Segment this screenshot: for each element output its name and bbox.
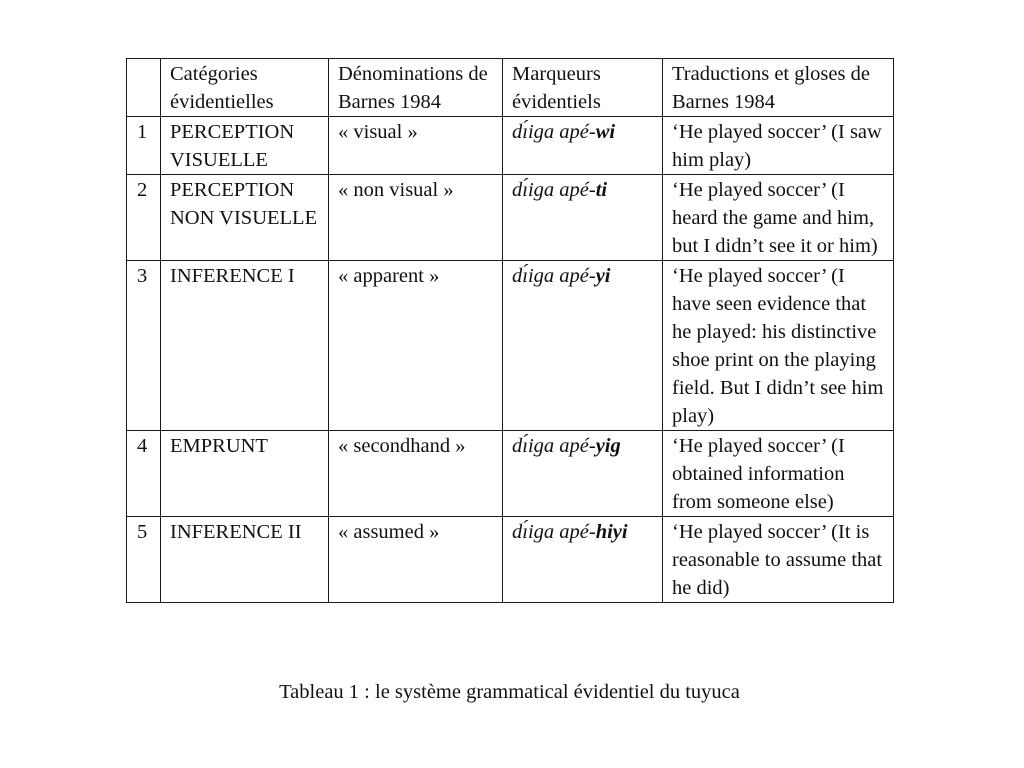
row-number: 4: [127, 431, 161, 517]
row-gloss: ‘He played soccer’ (I saw him play): [663, 117, 894, 175]
marker-stem: dı́iga apé-: [512, 121, 596, 143]
marker-suffix: wi: [595, 121, 616, 143]
table-header-row: [127, 59, 894, 117]
row-marker: [503, 261, 663, 431]
row-gloss: ‘He played soccer’ (I have seen evidence that he played: his distinctive shoe print on the playing field. But I didn’t see him play): [663, 261, 894, 431]
evidential-table: [126, 58, 894, 603]
row-category: INFERENCE II: [161, 517, 329, 603]
row-category: PERCEPTION NON VISUELLE: [161, 175, 329, 261]
row-number: 1: [127, 117, 161, 175]
table-row: [127, 117, 894, 175]
row-denomination: « non visual »: [329, 175, 503, 261]
table-row: [127, 175, 894, 261]
row-marker: [503, 117, 663, 175]
marker-suffix: hiyi: [595, 521, 628, 543]
row-marker: [503, 517, 663, 603]
marker-suffix: yi: [595, 265, 611, 287]
table-row: [127, 261, 894, 431]
header-number-cell: [127, 59, 161, 117]
row-number: 5: [127, 517, 161, 603]
table-row: [127, 431, 894, 517]
marker-stem: dı́iga apé-: [512, 265, 596, 287]
row-marker: [503, 175, 663, 261]
marker-stem: dı́iga apé-: [512, 521, 596, 543]
table-row: [127, 517, 894, 603]
header-categories: Catégories évidentielles: [161, 59, 329, 117]
header-translations: Traductions et gloses de Barnes 1984: [663, 59, 894, 117]
header-markers: Marqueurs évidentiels: [503, 59, 663, 117]
row-denomination: « secondhand »: [329, 431, 503, 517]
row-denomination: « visual »: [329, 117, 503, 175]
marker-suffix: ti: [595, 179, 608, 201]
evidential-table-container: [126, 58, 893, 603]
marker-stem: dı́iga apé-: [512, 435, 596, 457]
row-denomination: « apparent »: [329, 261, 503, 431]
table-caption: Tableau 1 : le système grammatical évidentiel du tuyuca: [279, 681, 740, 703]
row-number: 3: [127, 261, 161, 431]
row-category: PERCEPTION VISUELLE: [161, 117, 329, 175]
row-gloss: ‘He played soccer’ (It is reasonable to assume that he did): [663, 517, 894, 603]
marker-suffix: yig: [595, 435, 621, 457]
header-denominations: Dénominations de Barnes 1984: [329, 59, 503, 117]
row-marker: [503, 431, 663, 517]
row-gloss: ‘He played soccer’ (I heard the game and him, but I didn’t see it or him): [663, 175, 894, 261]
row-gloss: ‘He played soccer’ (I obtained information from someone else): [663, 431, 894, 517]
row-number: 2: [127, 175, 161, 261]
row-denomination: « assumed »: [329, 517, 503, 603]
row-category: EMPRUNT: [161, 431, 329, 517]
row-category: INFERENCE I: [161, 261, 329, 431]
marker-stem: dı́iga apé-: [512, 179, 596, 201]
